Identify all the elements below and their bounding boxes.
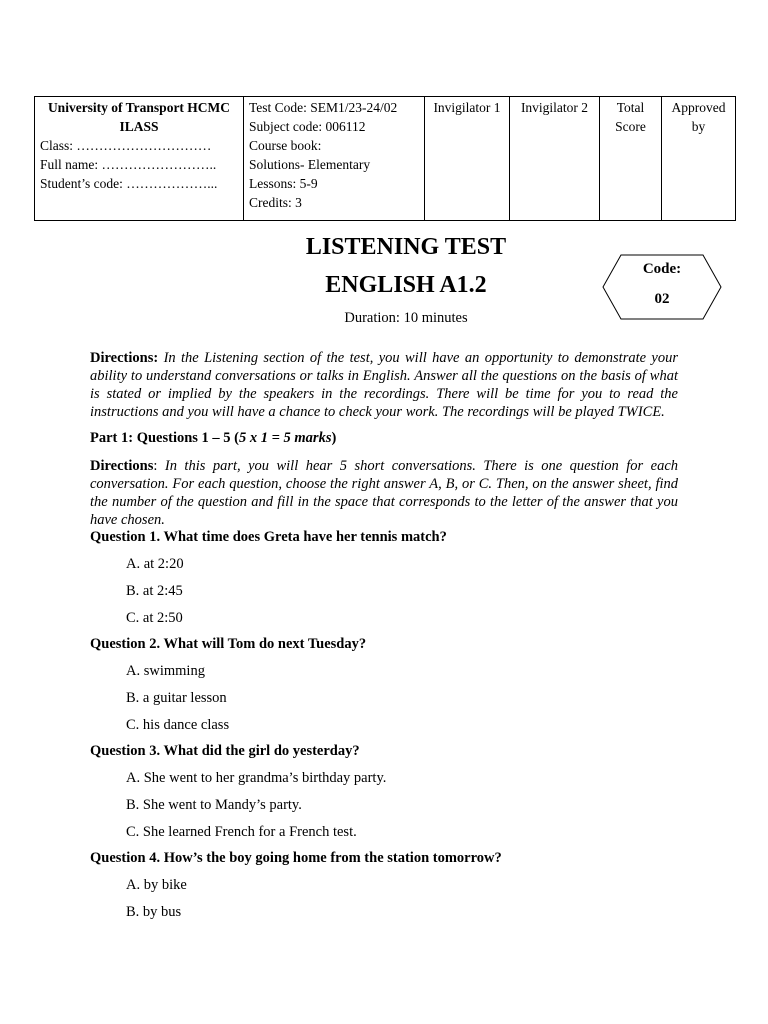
- lessons: Lessons: 5-9: [249, 176, 318, 191]
- question-1: [90, 528, 710, 636]
- part1-heading: [90, 430, 336, 447]
- course-book-name: Solutions- Elementary: [249, 157, 371, 172]
- invigilator-1-cell: [425, 97, 510, 221]
- answer-option: A. swimming: [126, 663, 205, 679]
- credits: Credits: 3: [249, 195, 302, 210]
- department-name: ILASS: [119, 119, 159, 134]
- question-4: [90, 849, 710, 930]
- student-info-cell: [35, 97, 244, 221]
- part1-directions-text: In this part, you will hear 5 short conversations. There is one question for each conversation. For each question, choose the right answer A, B, or C. Then, on the answer sheet, find the number of the question and fill in the space that corresponds to the letter of the answer that you have chosen.: [90, 458, 679, 528]
- invigilator-1-label: Invigilator 1: [433, 100, 501, 115]
- code-hexagon: [602, 254, 722, 320]
- code-label: Code:: [642, 261, 682, 277]
- total-score-cell: [600, 97, 662, 221]
- test-code: Test Code: SEM1/23-24/02: [249, 100, 398, 115]
- answer-option: A. by bike: [126, 877, 187, 893]
- student-code-field: Student’s code: ………………...: [40, 176, 218, 191]
- part1-marks: 5 x 1 = 5 marks: [239, 430, 332, 446]
- test-info-cell: [244, 97, 425, 221]
- part1-heading-text: Part 1: Questions 1 – 5 (: [90, 430, 240, 446]
- total-label: Total: [616, 100, 645, 115]
- answer-option: B. a guitar lesson: [126, 690, 227, 706]
- part1-directions: [90, 457, 678, 529]
- question-title: Question 4. How’s the boy going home from the station tomorrow?: [90, 850, 502, 866]
- exam-header-table: [34, 96, 736, 221]
- test-title: LISTENING TEST: [305, 234, 507, 260]
- directions-label: Directions:: [90, 350, 159, 366]
- question-title: Question 1. What time does Greta have her tennis match?: [90, 529, 447, 545]
- class-field: Class: …………………………: [40, 138, 212, 153]
- part1-directions-colon: :: [153, 458, 165, 474]
- full-name-field: Full name: ……………………..: [40, 157, 217, 172]
- answer-option: A. at 2:20: [126, 556, 184, 572]
- test-duration: Duration: 10 minutes: [344, 310, 468, 326]
- code-value: 02: [654, 291, 670, 307]
- directions-text: In the Listening section of the test, you will have an opportunity to demonstrate your ability to understand conversations or talks in English. Answer all the questions on the basis of what is stated or implied by the speakers in the recordings. There will be time for you to read the instructions and you will have a chance to check your work. The recordings will be played TWICE.: [90, 350, 679, 420]
- test-subtitle: ENGLISH A1.2: [325, 272, 487, 298]
- part1-directions-label: Directions: [90, 458, 154, 474]
- invigilator-2-cell: [510, 97, 600, 221]
- part1-heading-close: ): [331, 430, 337, 446]
- score-label: Score: [615, 119, 646, 134]
- answer-option: C. his dance class: [126, 717, 230, 733]
- question-title: Question 3. What did the girl do yesterday?: [90, 743, 360, 759]
- approved-by-cell: [662, 97, 736, 221]
- answer-option: C. at 2:50: [126, 610, 183, 626]
- answer-option: B. at 2:45: [126, 583, 183, 599]
- general-directions: [90, 349, 678, 421]
- subject-code: Subject code: 006112: [249, 119, 366, 134]
- answer-option: C. She learned French for a French test.: [126, 824, 357, 840]
- question-title: Question 2. What will Tom do next Tuesday?: [90, 636, 367, 652]
- answer-option: B. She went to Mandy’s party.: [126, 797, 302, 813]
- question-3: [90, 742, 710, 850]
- approved-label: Approved: [671, 100, 726, 115]
- invigilator-2-label: Invigilator 2: [520, 100, 589, 115]
- answer-option: A. She went to her grandma’s birthday party.: [126, 770, 387, 786]
- course-book-label: Course book:: [249, 138, 322, 153]
- university-name: University of Transport HCMC: [47, 100, 231, 115]
- by-label: by: [691, 119, 706, 134]
- question-2: [90, 635, 710, 743]
- answer-option: B. by bus: [126, 904, 182, 920]
